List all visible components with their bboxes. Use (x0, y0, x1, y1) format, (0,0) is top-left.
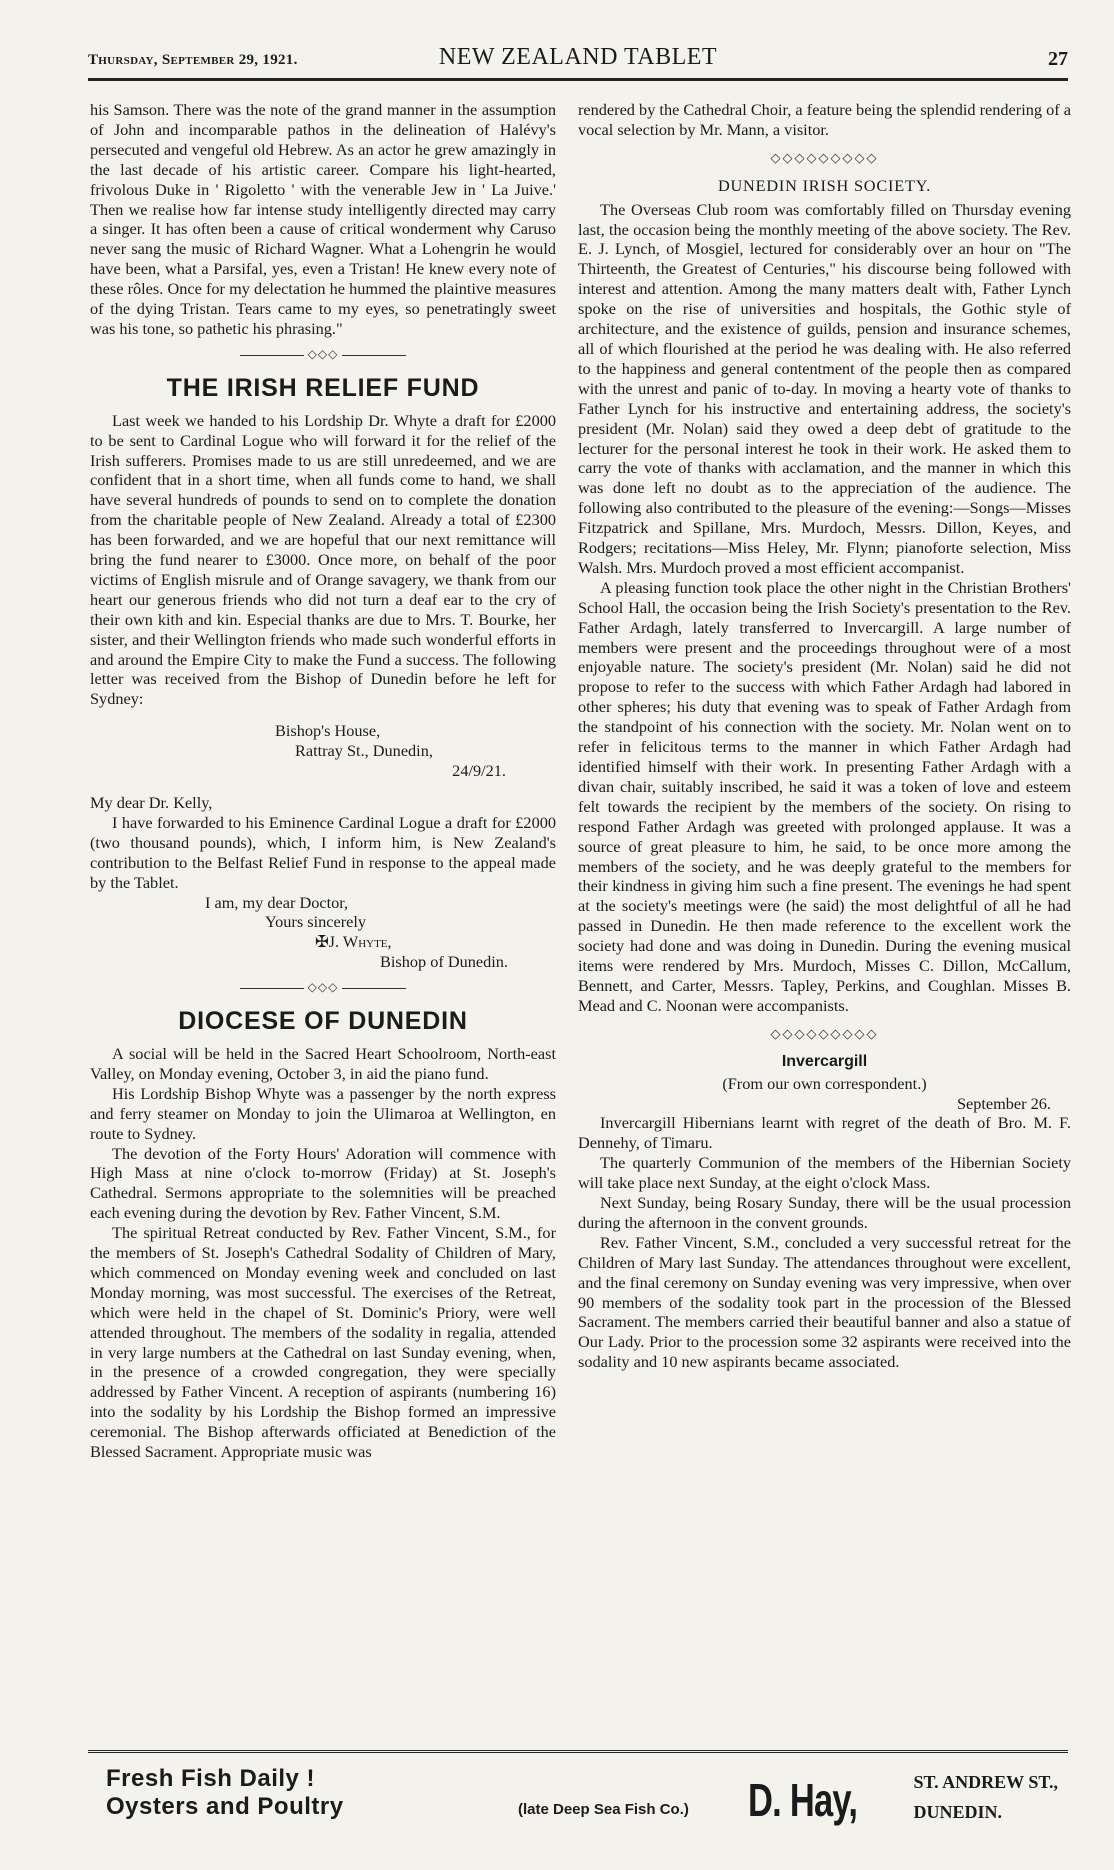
left-column (90, 100, 556, 1462)
irish-society-heading: DUNEDIN IRISH SOCIETY. (717, 175, 932, 195)
diamond-divider: ◇◇◇◇◇◇◇◇◇ (770, 149, 879, 165)
advertisement (88, 1750, 1068, 1853)
letter-address-2: Rattray St., Dunedin, (295, 741, 433, 761)
issue-date: Thursday, September 29, 1921. (88, 52, 298, 68)
irish-relief-heading: THE IRISH RELIEF FUND (166, 373, 480, 402)
letter-body: I have forwarded to his Eminence Cardinal Logue a draft for £2000 (two thousand pounds), which, I inform him, is New Zealand's contribution to the Belfast Relief Fund in response to the appeal made by the Tablet. (90, 812, 556, 892)
letter-close-2: Yours sincerely (265, 912, 367, 932)
relief-paragraph: Last week we handed to his Lordship Dr. Whyte a draft for £2000 to be sent to Cardinal Logue who will forward it for the relief of the Irish sufferers. Promises made to us are still unredeemed, and we are confident that in a short time, when all funds come to hand, we shall have several hundreds of pounds to send on to complete the donation from the charitable people of New Zealand. Already a total of £2300 has been forwarded, and we are hopeful that our next remittance will bring the fund nearer to £3000. Once more, on behalf of the poor victims of English misrule and of Orange savagery, we thank from our heart our generous friends who did not turn a deaf ear to the cry of their own kith and kin. Especial thanks are due to Mrs. T. Bourke, her sister, and their Wellington friends who made such wonderful efforts in and around the Empire City to make the Fund a success. The following letter was received from the Bishop of Dunedin before he left for Sydney: (90, 410, 556, 709)
invercargill-paragraph: Next Sunday, being Rosary Sunday, there will be the usual procession during the afternoon in the convent grounds. (578, 1193, 1071, 1232)
letter-salutation: My dear Dr. Kelly, (90, 793, 213, 812)
invercargill-paragraph: Invercargill Hibernians learnt with regret of the death of Bro. M. F. Dennehy, of Timaru. (578, 1113, 1071, 1153)
advert-line-1: Fresh Fish Daily ! (106, 1765, 316, 1792)
letter-signature: ✠J. Whyte, (315, 932, 392, 952)
society-paragraph: A pleasing function took place the other night in the Christian Brothers' School Hall, the occasion being the Irish Society's presentation to the Rev. Father Ardagh, lately transferred to Invercargill. A large number of members were present and the proceedings throughout were of a most enjoyable nature. The society's president (Mr. Nolan) said he did not propose to refer to the success with which Father Ardagh had labored in other spheres; his duty that evening was to speak of Father Ardagh from the standpoint of his connection with the society. Mr. Nolan went on to refer in felicitous terms to the manner in which Father Ardagh had identified himself with their work. In presenting Father Ardagh with a divan chair, suitably inscribed, he said it was a token of love and esteem felt towards the recipient by the members of the society. On rising to respond Father Ardagh was greeted with prolonged applause. It was a source of great pleasure to him, he said, to be once more among the members of the society, and he was deeply grateful to the members for their kindness in giving him such a fine present. The evenings he had spent at the society's meetings were (he said) the most delightful of all he had passed in Dunedin. He then made reference to the excellent work the society had done and was doing in Dunedin. During the evening musical items were rendered by Mrs. Murdoch, Misses C. Dillon, McCallum, Bennett, and Carter, Messrs. Tapley, Perkins, and Coughlan. Misses B. Mead and C. Noonan were accompanists. (578, 577, 1071, 1015)
correspondent-line: (From our own correspondent.) (722, 1073, 927, 1093)
diocese-heading: DIOCESE OF DUNEDIN (178, 1007, 468, 1036)
diocese-paragraph: The spiritual Retreat conducted by Rev. Father Vincent, S.M., for the members of St. Joseph's Cathedral Sodality of Children of Mary, which commenced on Monday evening week and concluded on last Monday morning, was most successful. The exercises of the Retreat, which were held in the chapel of St. Dominic's Priory, were well attended throughout. The members of the sodality in regalia, attended in very large numbers at the Cathedral on last Sunday evening, when, in the presence of a crowded congregation, they were specially addressed by Father Vincent. A reception of aspirants (numbering 16) into the sodality by his Lordship the Bishop formed an impressive ceremonial. The Bishop afterwards officiated at Benediction of the Blessed Sacrament. Appropriate music was (90, 1223, 556, 1462)
invercargill-paragraph: The quarterly Communion of the members of the Hibernian Society will take place next Sunday, at the eight o'clock Mass. (578, 1153, 1071, 1193)
caruso-paragraph: his Samson. There was the note of the grand manner in the assumption of John and incomparable pathos in the delineation of Halévy's persecuted and vengeful old Hebrew. As an actor he grew amazingly in the last decade of his artistic career. Compare his light-hearted, frivolous Duke in ' Rigoletto ' with the venerable Jew in ' La Juive.' Then we realise how far intense study intelligently directed may carry a singer. It has often been a cause of critical wonderment why Caruso never sang the music of Richard Wagner. What a Lohengrin he would have been, what a Parsifal, yes, even a Tristan! He knew every note of these rôles. Once for my delectation he hummed the plaintive measures of the dying Tristan. Tears came to my eyes, so penetratingly sweet was his tone, so pathetic his phrasing." (90, 100, 556, 338)
masthead (88, 44, 1068, 81)
letter-title: Bishop of Dunedin. (380, 952, 508, 972)
advert-address (913, 1767, 1058, 1827)
section-divider: ◇◇◇ (90, 978, 556, 998)
paper-title: NEW ZEALAND TABLET (438, 44, 718, 70)
advert-line-2: Oysters and Poultry (106, 1793, 344, 1820)
diocese-paragraph: His Lordship Bishop Whyte was a passenger by the north express and ferry steamer on Monday to join the Ulimaroa at Wellington, en route to Sydney. (90, 1083, 556, 1143)
invercargill-paragraph: Rev. Father Vincent, S.M., concluded a very successful retreat for the Children of Mary last Sunday. The attendances throughout were excellent, and the final ceremony on Sunday evening was very impressive, when over 90 members of the sodality took part in the procession of the Blessed Sacrament. The members carried their beautiful banner and also a statue of Our Lady. Prior to the procession some 32 aspirants were received into the sodality and 10 new aspirants became associated. (578, 1232, 1071, 1372)
letter-address-1: Bishop's House, (275, 721, 381, 741)
diamond-divider: ◇◇◇◇◇◇◇◇◇ (770, 1025, 879, 1041)
diocese-paragraph: The devotion of the Forty Hours' Adoration will commence with High Mass at nine o'clock to-morrow (Friday) at St. Joseph's Cathedral. Sermons appropriate to the solemnities will be preached each evening during the devotion by Rev. Father Vincent, S.M. (90, 1143, 556, 1223)
advert-late: (late Deep Sea Fish Co.) (518, 1801, 689, 1818)
advert-name: D. Hay, (748, 1774, 858, 1826)
letter-close-1: I am, my dear Doctor, (205, 892, 349, 912)
section-divider: ◇◇◇ (90, 345, 556, 365)
society-paragraph: The Overseas Club room was comfortably filled on Thursday evening last, the occasion being the monthly meeting of the above society. The Rev. E. J. Lynch, of Mosgiel, lectured for considerably over an hour on "The Thirteenth, the Greatest of Centuries," his discourse being followed with interest and attention. Among the many matters dealt with, Father Lynch spoke on the rise of universities and hospitals, the Gothic style of architecture, and the existence of guilds, pension and insurance schemes, all of which flourished at the period he was dealing with. He also referred to the happiness and general contentment of the people then as compared with the unrest and panic of to-day. In moving a hearty vote of thanks to Father Lynch for his instructive and entertaining address, the society's president (Mr. Nolan) said they owed a deep debt of gratitude to the lecturer for the personal interest he took in their work. He asked them to carry the vote of thanks with acclamation, and the manner in which this was done left no doubt as to the appreciation of the audience. The following also contributed to the pleasure of the evening:—Songs—Misses Fitzpatrick and Spillane, Mrs. Murdoch, Messrs. Dillon, Keyes, and Rodgers; recitations—Miss Heley, Mr. Flynn; pianoforte selection, Miss Walsh. Mrs. Murdoch proved a most efficient accompanist. (578, 199, 1071, 577)
invercargill-date: September 26. (956, 1093, 1051, 1113)
advert-address-1: ST. ANDREW ST., (913, 1772, 1058, 1792)
invercargill-heading: Invercargill (781, 1052, 868, 1070)
advert-address-2: DUNEDIN. (913, 1802, 1002, 1822)
right-column (578, 100, 1071, 1372)
page-number: 27 (1048, 48, 1068, 70)
advert-headline (106, 1765, 344, 1821)
diocese-paragraph: A social will be held in the Sacred Heart Schoolroom, North-east Valley, on Monday evening, October 3, in aid the piano fund. (90, 1043, 556, 1083)
letter-date: 24/9/21. (452, 761, 506, 781)
choir-paragraph: rendered by the Cathedral Choir, a feature being the splendid rendering of a vocal selection by Mr. Mann, a visitor. (578, 100, 1071, 139)
